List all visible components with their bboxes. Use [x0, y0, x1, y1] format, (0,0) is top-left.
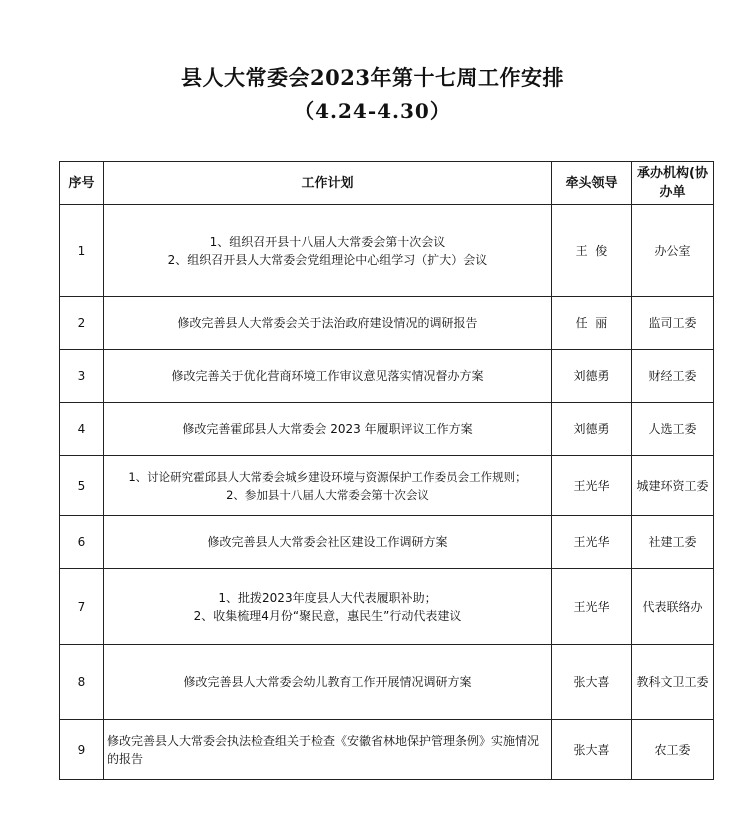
lead-leader-cell: 张大喜 [552, 645, 632, 720]
schedule-table [59, 161, 714, 780]
table-row [60, 350, 714, 403]
lead-leader-cell: 张大喜 [552, 720, 632, 780]
organizer-cell: 代表联络办 [632, 569, 714, 645]
lead-leader-cell: 王 俊 [552, 205, 632, 297]
lead-leader-cell: 刘德勇 [552, 350, 632, 403]
work-plan-cell [104, 645, 552, 720]
organizer-cell: 城建环资工委 [632, 456, 714, 516]
lead-leader-cell: 王光华 [552, 456, 632, 516]
work-plan-line: 修改完善县人大常委会幼儿教育工作开展情况调研方案 [183, 675, 472, 689]
table-row [60, 403, 714, 456]
document-title: 县人大常委会2023年第十七周工作安排 [181, 65, 564, 90]
row-number: 9 [60, 720, 104, 780]
work-plan-line: 1、批拨2023年度县人大代表履职补助； [218, 590, 437, 605]
organizer-cell: 农工委 [632, 720, 714, 780]
header-leader: 牵头领导 [552, 162, 632, 205]
work-plan-line: 修改完善霍邱县人大常委会 2023 年履职评议工作方案 [182, 422, 473, 436]
work-plan-line: 2、参加县十八届人大常委会第十次会议 [226, 487, 429, 502]
row-number: 2 [60, 297, 104, 350]
organizer-cell: 办公室 [632, 205, 714, 297]
row-number: 7 [60, 569, 104, 645]
work-plan-line: 修改完善关于优化营商环境工作审议意见落实情况督办方案 [171, 369, 484, 383]
work-plan-line: 修改完善县人大常委会关于法治政府建设情况的调研报告 [177, 316, 478, 330]
table-row [60, 720, 714, 780]
work-plan-cell [104, 350, 552, 403]
row-number: 1 [60, 205, 104, 297]
document-date-range: （4.24-4.30） [294, 99, 451, 123]
table-row [60, 456, 714, 516]
work-plan-line: 修改完善县人大常委会社区建设工作调研方案 [207, 535, 448, 549]
work-plan-cell [104, 403, 552, 456]
table-row [60, 297, 714, 350]
table-row [60, 205, 714, 297]
table-row [60, 569, 714, 645]
table-header-row [60, 162, 714, 205]
work-plan-line: 1、讨论研究霍邱县人大常委会城乡建设环境与资源保护工作委员会工作规则； [128, 469, 527, 484]
work-plan-cell [104, 297, 552, 350]
work-plan-line: 1、组织召开县十八届人大常委会第十次会议 [209, 234, 446, 249]
header-plan: 工作计划 [104, 162, 552, 205]
lead-leader-cell: 王光华 [552, 516, 632, 569]
table-row [60, 645, 714, 720]
work-plan-cell [104, 456, 552, 516]
row-number: 6 [60, 516, 104, 569]
organizer-cell: 社建工委 [632, 516, 714, 569]
row-number: 4 [60, 403, 104, 456]
lead-leader-cell: 任 丽 [552, 297, 632, 350]
row-number: 3 [60, 350, 104, 403]
work-plan-line: 2、组织召开县人大常委会党组理论中心组学习（扩大）会议 [167, 252, 488, 267]
organizer-cell: 人选工委 [632, 403, 714, 456]
work-plan-line: 修改完善县人大常委会执法检查组关于检查《安徽省林地保护管理条例》实施情况的报告 [107, 733, 540, 766]
table-row [60, 516, 714, 569]
row-number: 8 [60, 645, 104, 720]
work-plan-cell [104, 205, 552, 297]
organizer-cell: 财经工委 [632, 350, 714, 403]
row-number: 5 [60, 456, 104, 516]
work-plan-cell [104, 720, 552, 780]
organizer-cell: 监司工委 [632, 297, 714, 350]
header-no: 序号 [60, 162, 104, 205]
work-plan-cell [104, 516, 552, 569]
header-org: 承办机构(协办单 [632, 162, 714, 205]
work-plan-line: 2、收集梳理4月份“聚民意，惠民生”行动代表建议 [193, 608, 462, 623]
lead-leader-cell: 刘德勇 [552, 403, 632, 456]
organizer-cell: 教科文卫工委 [632, 645, 714, 720]
work-plan-cell [104, 569, 552, 645]
lead-leader-cell: 王光华 [552, 569, 632, 645]
